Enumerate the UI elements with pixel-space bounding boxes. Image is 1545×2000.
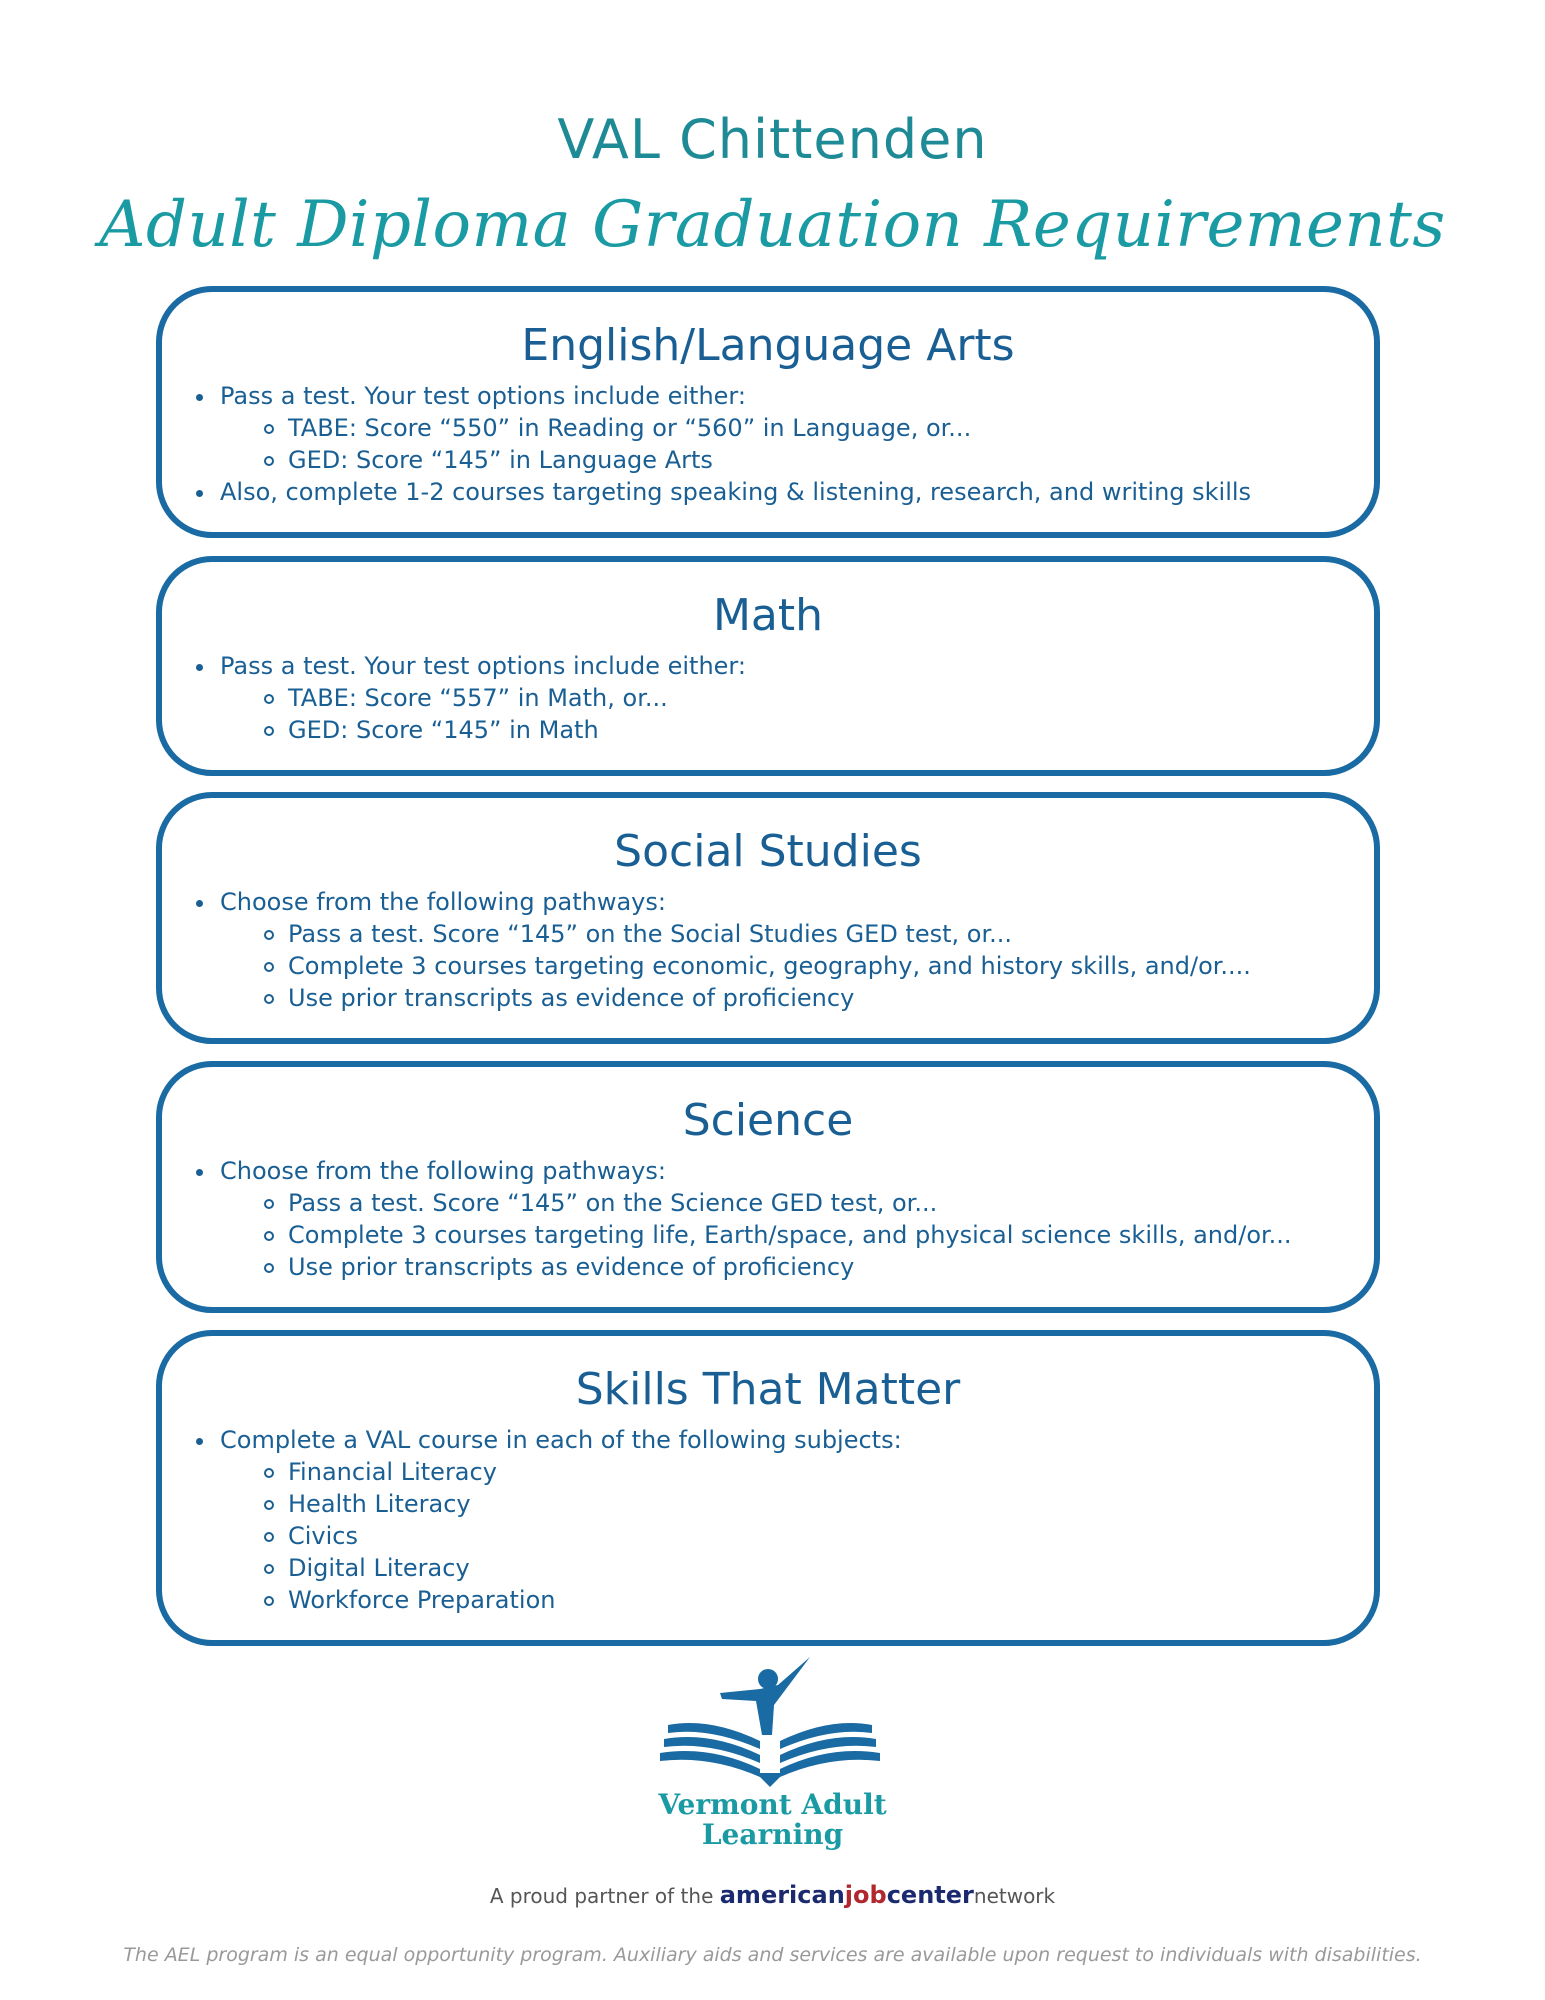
sub-list-item: TABE: Score “557” in Math, or...: [260, 682, 1354, 714]
brand-center: center: [886, 1881, 974, 1909]
sub-list-item: Health Literacy: [260, 1488, 1354, 1520]
sub-list-item: GED: Score “145” in Language Arts: [260, 444, 1354, 476]
page-subtitle: Adult Diploma Graduation Requirements: [99, 188, 1446, 262]
list-item: Complete a VAL course in each of the following subjects: Financial Literacy Health Literacy Civics Digital Literacy Workforce Preparation: [192, 1424, 1354, 1616]
sub-list-item: Financial Literacy: [260, 1456, 1354, 1488]
sub-list-item: Pass a test. Score “145” on the Social Studies GED test, or...: [260, 918, 1354, 950]
requirements-list: [192, 886, 1354, 1014]
sub-list-item: Civics: [260, 1520, 1354, 1552]
brand-job: job: [844, 1881, 887, 1909]
sub-list-item: TABE: Score “550” in Reading or “560” in Language, or...: [260, 412, 1354, 444]
sub-list: [220, 1456, 1354, 1616]
brand-american: american: [719, 1881, 845, 1909]
sub-list-item: Workforce Preparation: [260, 1584, 1354, 1616]
sub-list-item: Use prior transcripts as evidence of proficiency: [260, 982, 1354, 1014]
footer-disclaimer: The AEL program is an equal opportunity program. Auxiliary aids and services are available upon request to individuals with disabilities.: [123, 1944, 1422, 1966]
list-item: Pass a test. Your test options include either: TABE: Score “557” in Math, or... GED: Score “145” in Math: [192, 650, 1354, 746]
partner-prefix: A proud partner of the: [489, 1884, 720, 1908]
section-social-studies: [156, 792, 1380, 1044]
list-item: Choose from the following pathways: Pass a test. Score “145” on the Science GED test, or... Complete 3 courses targeting life, Earth/space, and physical science skills, and/or... Use prior transcripts as evidence of proficiency: [192, 1155, 1354, 1283]
partner-suffix: network: [973, 1884, 1056, 1908]
section-science: [156, 1061, 1380, 1313]
sub-list-item: GED: Score “145” in Math: [260, 714, 1354, 746]
requirements-list: [192, 1155, 1354, 1283]
logo-line-1: Vermont Adult: [658, 1788, 887, 1821]
section-english-language-arts: [156, 286, 1380, 538]
logo-line-2: Learning: [701, 1818, 844, 1851]
sub-list: [220, 412, 1354, 476]
section-math: [156, 556, 1380, 776]
list-item: Also, complete 1-2 courses targeting speaking & listening, research, and writing skills: [192, 476, 1354, 508]
sub-list-item: Complete 3 courses targeting economic, geography, and history skills, and/or....: [260, 950, 1354, 982]
list-item: Choose from the following pathways: Pass a test. Score “145” on the Social Studies GED test, or... Complete 3 courses targeting economic, geography, and history skills, and/or.... Use prior transcripts as evidence of proficiency: [192, 886, 1354, 1014]
partner-line: [0, 1881, 1545, 1909]
section-title: Science: [682, 1095, 854, 1146]
requirements-list: [192, 650, 1354, 746]
sub-list: [220, 682, 1354, 746]
sub-list-item: Complete 3 courses targeting life, Earth/space, and physical science skills, and/or...: [260, 1219, 1354, 1251]
section-title: English/Language Arts: [521, 320, 1015, 371]
section-title: Skills That Matter: [575, 1364, 961, 1415]
sub-list-item: Digital Literacy: [260, 1552, 1354, 1584]
sub-list-item: Pass a test. Score “145” on the Science GED test, or...: [260, 1187, 1354, 1219]
section-skills-that-matter: [156, 1330, 1380, 1646]
requirements-list: [192, 380, 1354, 508]
page-title: VAL Chittenden: [557, 108, 988, 171]
requirements-list: [192, 1424, 1354, 1616]
open-book-person-logo-icon: [660, 1655, 880, 1805]
sub-list: [220, 1187, 1354, 1283]
section-title: Math: [712, 590, 824, 641]
logo-wordmark: [0, 1790, 1545, 1850]
section-title: Social Studies: [614, 826, 922, 877]
sub-list-item: Use prior transcripts as evidence of proficiency: [260, 1251, 1354, 1283]
sub-list: [220, 918, 1354, 1014]
list-item: Pass a test. Your test options include either: TABE: Score “550” in Reading or “560” in Language, or... GED: Score “145” in Language Arts: [192, 380, 1354, 476]
